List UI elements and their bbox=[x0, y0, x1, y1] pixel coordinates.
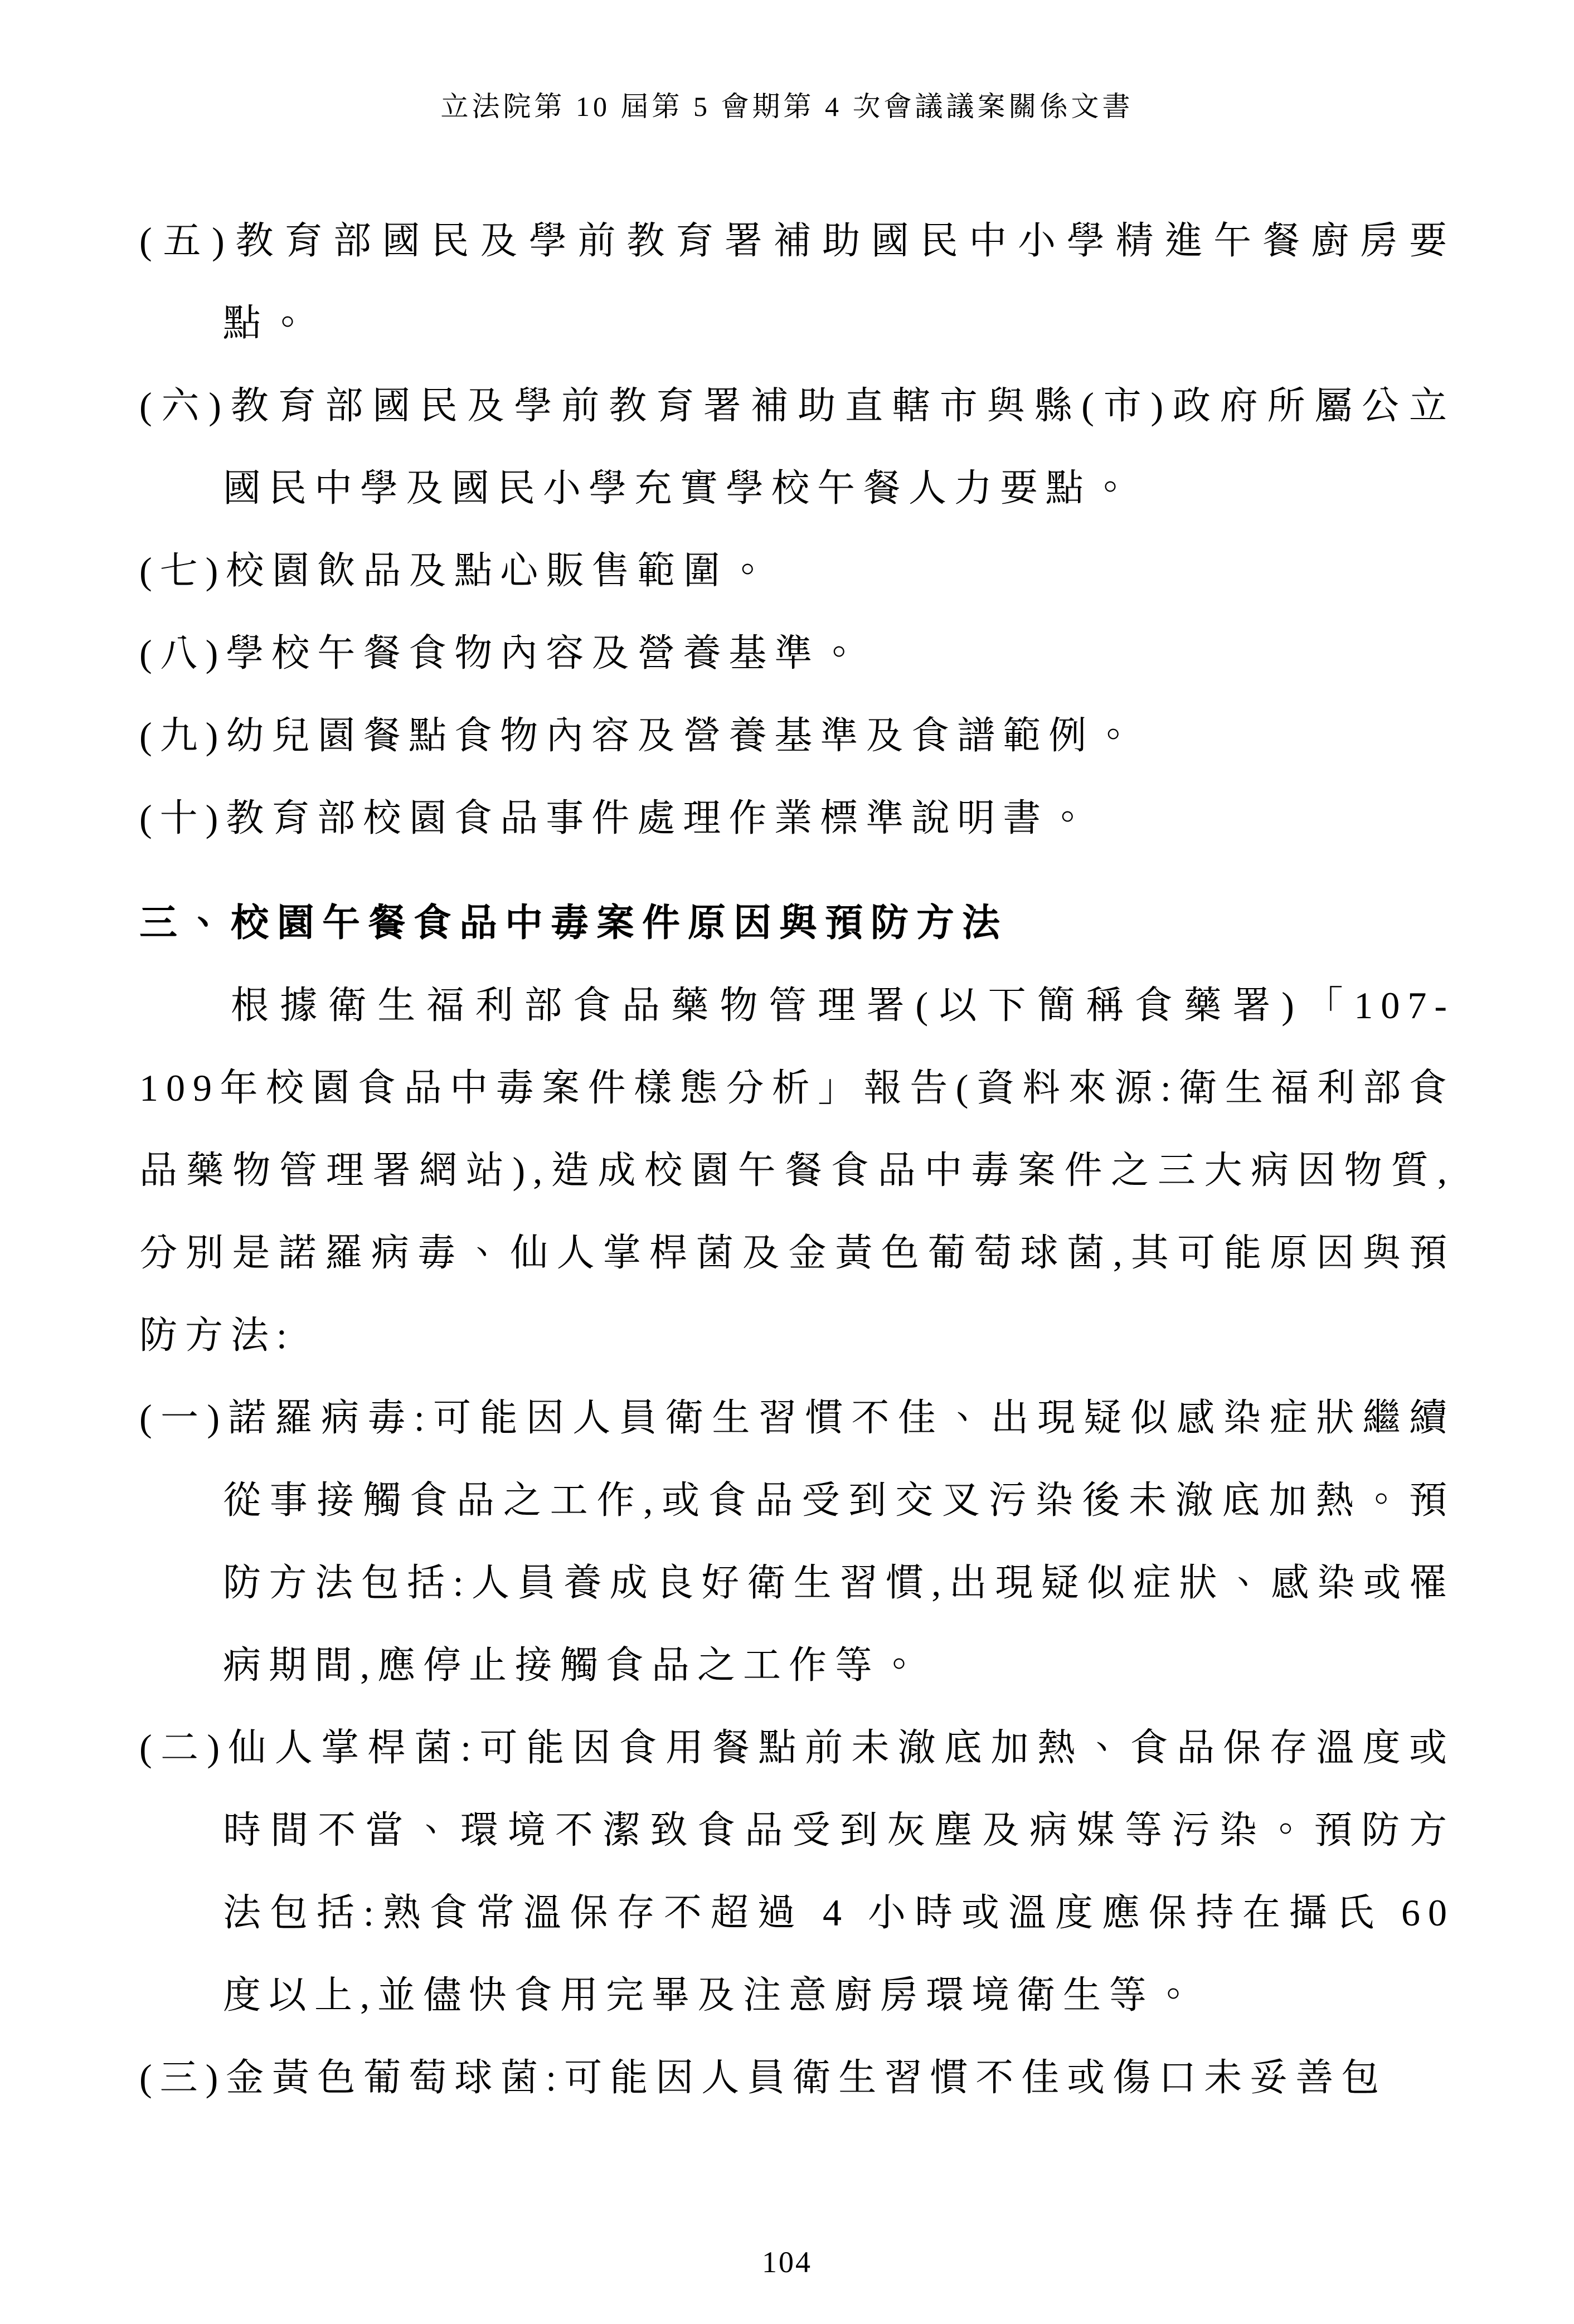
cause-item-label: (二) bbox=[139, 1727, 228, 1769]
list-item-text: 教育部校園食品事件處理作業標準說明書。 bbox=[226, 797, 1095, 839]
cause-item-label: (三) bbox=[139, 2056, 226, 2099]
list-item-label: (八) bbox=[139, 632, 226, 674]
cause-item bbox=[139, 1706, 1455, 2036]
cause-item bbox=[139, 1377, 1455, 1706]
document-body bbox=[139, 200, 1455, 2119]
section-heading: 三、校園午餐食品中毒案件原因與預防方法 bbox=[139, 902, 1008, 944]
list-item-text: 幼兒園餐點食物內容及營養基準及食譜範例。 bbox=[226, 714, 1140, 757]
list-item-text: 教育部國民及學前教育署補助直轄市與縣(市)政府所屬公立國民中學及國民小學充實學校午餐人力要點。 bbox=[223, 385, 1455, 509]
cause-item-text: 仙人掌桿菌:可能因食用餐點前未澈底加熱、食品保存溫度或時間不當、環境不潔致食品受到灰塵及病媒等污染。預防方法包括:熟食常溫保存不超過 4 小時或溫度應保持在攝氏 60 度以上,並儘快食用完畢及注意廚房環境衛生等。 bbox=[223, 1727, 1455, 2016]
list-item bbox=[139, 200, 1455, 364]
list-item-text: 校園飲品及點心販售範圍。 bbox=[226, 550, 775, 592]
list-item-label: (九) bbox=[139, 714, 226, 757]
list-item bbox=[139, 612, 1455, 694]
cause-item-text: 諾羅病毒:可能因人員衛生習慣不佳、出現疑似感染症狀繼續從事接觸食品之工作,或食品受到交叉污染後未澈底加熱。預防方法包括:人員養成良好衛生習慣,出現疑似症狀、感染或罹病期間,應停止接觸食品之工作等。 bbox=[223, 1397, 1455, 1686]
list-item-label: (六) bbox=[139, 385, 229, 427]
list-item bbox=[139, 777, 1455, 859]
list-item-text: 教育部國民及學前教育署補助國民中小學精進午餐廚房要點。 bbox=[223, 220, 1455, 344]
list-item-label: (五) bbox=[139, 220, 232, 262]
document-header-title: 立法院第 10 屆第 5 會期第 4 次會議議案關係文書 bbox=[440, 91, 1134, 122]
list-item bbox=[139, 694, 1455, 777]
list-item-label: (七) bbox=[139, 550, 226, 592]
page-number: 104 bbox=[762, 2245, 812, 2279]
list-item bbox=[139, 364, 1455, 529]
list-item bbox=[139, 529, 1455, 612]
list-item-text: 學校午餐食物內容及營養基準。 bbox=[226, 632, 866, 674]
cause-item bbox=[139, 2036, 1455, 2119]
list-item-label: (十) bbox=[139, 797, 226, 839]
section-intro-paragraph: 根據衛生福利部食品藥物管理署(以下簡稱食藥署)「107-109年校園食品中毒案件樣態分析」報告(資料來源:衛生福利部食品藥物管理署網站),造成校園午餐食品中毒案件之三大病因物質,分別是諾羅病毒、仙人掌桿菌及金黃色葡萄球菌,其可能原因與預防方法: bbox=[139, 984, 1455, 1357]
cause-item-text: 金黃色葡萄球菌:可能因人員衛生習慣不佳或傷口未妥善包 bbox=[226, 2056, 1387, 2099]
cause-item-label: (一) bbox=[139, 1397, 228, 1439]
